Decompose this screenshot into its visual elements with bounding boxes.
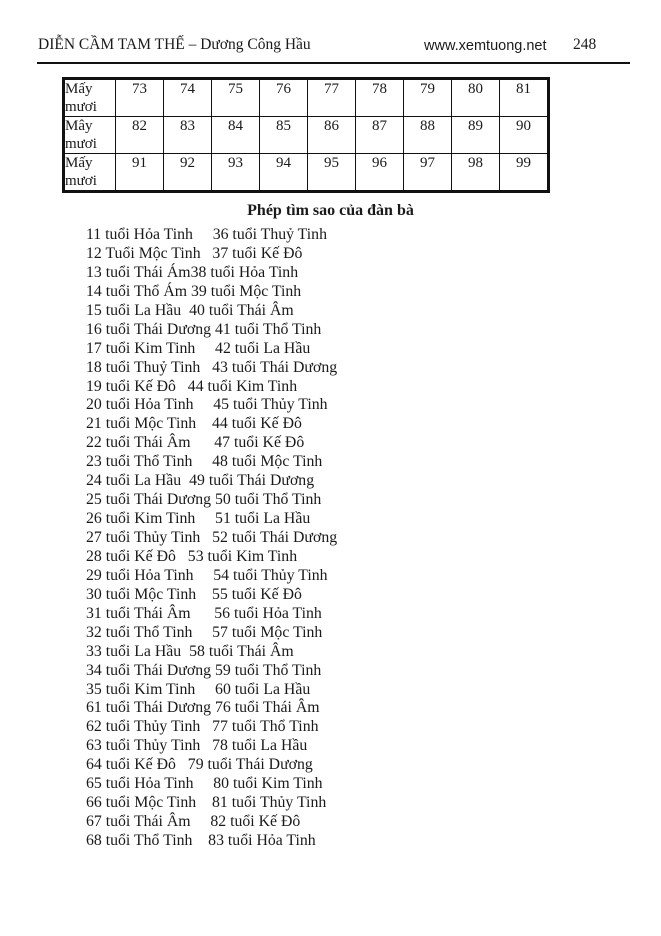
age-value-cell: 99 (500, 154, 549, 192)
star-list-line: 13 tuổi Thái Ám38 tuổi Hỏa Tinh (86, 263, 299, 281)
star-list-line: 35 tuổi Kim Tinh 60 tuổi La Hầu (86, 680, 311, 698)
age-value-cell: 84 (212, 117, 260, 154)
star-list-line: 62 tuổi Thủy Tinh 77 tuổi Thổ Tinh (86, 718, 319, 736)
row-label-word: mươi (65, 172, 97, 189)
age-value-cell: 86 (308, 117, 356, 154)
age-value-cell: 81 (500, 79, 549, 117)
age-value-cell: 87 (356, 117, 404, 154)
age-value-cell: 74 (164, 79, 212, 117)
star-list-line: 12 Tuổi Mộc Tinh 37 tuổi Kế Đô (86, 244, 303, 262)
age-value-cell: 79 (404, 79, 452, 117)
age-table-body (64, 79, 549, 192)
header-divider-line (37, 62, 630, 64)
age-value-cell: 82 (116, 117, 164, 154)
age-value-cell: 94 (260, 154, 308, 192)
star-list-line: 24 tuổi La Hầu 49 tuổi Thái Dương (86, 472, 315, 490)
row-label-word: Mấy (65, 155, 93, 171)
star-list-line: 18 tuổi Thuỷ Tinh 43 tuổi Thái Dương (86, 358, 338, 376)
table-row (64, 117, 549, 154)
age-value-cell: 91 (116, 154, 164, 192)
star-list-line: 65 tuổi Hỏa Tinh 80 tuổi Kim Tinh (86, 775, 323, 793)
row-label-cell (64, 79, 116, 117)
star-list-line: 16 tuổi Thái Dương 41 tuổi Thổ Tinh (86, 320, 322, 338)
table-row (64, 79, 549, 117)
star-list-line: 23 tuổi Thổ Tinh 48 tuổi Mộc Tinh (86, 453, 323, 471)
star-list-line: 15 tuổi La Hầu 40 tuổi Thái Âm (86, 301, 294, 319)
star-list-line: 32 tuổi Thổ Tinh 57 tuổi Mộc Tinh (86, 623, 323, 641)
star-list-line: 63 tuổi Thủy Tinh 78 tuổi La Hầu (86, 737, 308, 755)
star-list-line: 20 tuổi Hỏa Tinh 45 tuổi Thủy Tinh (86, 396, 328, 414)
age-value-cell: 75 (212, 79, 260, 117)
row-label-word: mươi (65, 135, 97, 152)
star-list-line: 17 tuổi Kim Tinh 42 tuổi La Hầu (86, 339, 311, 357)
star-list-line: 21 tuổi Mộc Tinh 44 tuổi Kế Đô (86, 415, 302, 433)
section-title: Phép tìm sao của đàn bà (247, 202, 414, 219)
age-value-cell: 85 (260, 117, 308, 154)
age-value-cell: 73 (116, 79, 164, 117)
star-list-line: 67 tuổi Thái Âm 82 tuổi Kế Đô (86, 813, 301, 831)
star-list-line: 64 tuổi Kế Đô 79 tuổi Thái Dương (86, 756, 313, 774)
age-value-cell: 97 (404, 154, 452, 192)
row-label-word: Mây (65, 118, 93, 134)
star-list-line: 33 tuổi La Hầu 58 tuổi Thái Âm (86, 642, 294, 660)
star-list-line: 11 tuổi Hỏa Tinh 36 tuổi Thuỷ Tinh (86, 226, 327, 243)
star-list-line: 30 tuổi Mộc Tinh 55 tuổi Kế Đô (86, 585, 302, 603)
age-decades-table (62, 77, 550, 193)
age-value-cell: 98 (452, 154, 500, 192)
row-label-cell (64, 117, 116, 154)
star-list-line: 22 tuổi Thái Âm 47 tuổi Kế Đô (86, 434, 305, 452)
age-value-cell: 80 (452, 79, 500, 117)
age-value-cell: 88 (404, 117, 452, 154)
row-label-word: mươi (65, 98, 97, 115)
age-value-cell: 77 (308, 79, 356, 117)
age-value-cell: 95 (308, 154, 356, 192)
age-value-cell: 78 (356, 79, 404, 117)
header-website: www.xemtuong.net (424, 38, 547, 54)
age-value-cell: 92 (164, 154, 212, 192)
age-value-cell: 96 (356, 154, 404, 192)
age-value-cell: 76 (260, 79, 308, 117)
age-value-cell: 93 (212, 154, 260, 192)
star-list-line: 27 tuổi Thủy Tinh 52 tuổi Thái Dương (86, 529, 338, 546)
row-label-cell (64, 154, 116, 192)
star-list-line: 66 tuổi Mộc Tinh 81 tuổi Thủy Tinh (86, 794, 327, 812)
star-list-line: 26 tuổi Kim Tinh 51 tuổi La Hầu (86, 510, 311, 528)
table-row (64, 154, 549, 192)
star-list-line: 31 tuổi Thái Âm 56 tuổi Hỏa Tinh (86, 604, 322, 622)
star-list-line: 25 tuổi Thái Dương 50 tuổi Thổ Tinh (86, 491, 322, 509)
star-list-line: 29 tuổi Hỏa Tinh 54 tuổi Thủy Tinh (86, 566, 328, 584)
star-list-line: 68 tuổi Thổ Tinh 83 tuổi Hỏa Tinh (86, 832, 316, 849)
star-list-line: 14 tuổi Thổ Ám 39 tuổi Mộc Tinh (86, 282, 302, 300)
age-value-cell: 83 (164, 117, 212, 154)
star-list-line: 61 tuổi Thái Dương 76 tuổi Thái Âm (86, 699, 320, 717)
page-number: 248 (573, 36, 597, 53)
star-list-line: 19 tuổi Kế Đô 44 tuổi Kim Tinh (86, 377, 298, 395)
star-list-line: 28 tuổi Kế Đô 53 tuổi Kim Tinh (86, 547, 298, 565)
document-header-title: DIỄN CẦM TAM THẾ – Dương Công Hầu (38, 36, 311, 53)
age-star-list (86, 226, 337, 851)
star-list-line: 34 tuổi Thái Dương 59 tuổi Thổ Tinh (86, 661, 322, 679)
age-value-cell: 90 (500, 117, 549, 154)
row-label-word: Mấy (65, 81, 93, 97)
age-value-cell: 89 (452, 117, 500, 154)
